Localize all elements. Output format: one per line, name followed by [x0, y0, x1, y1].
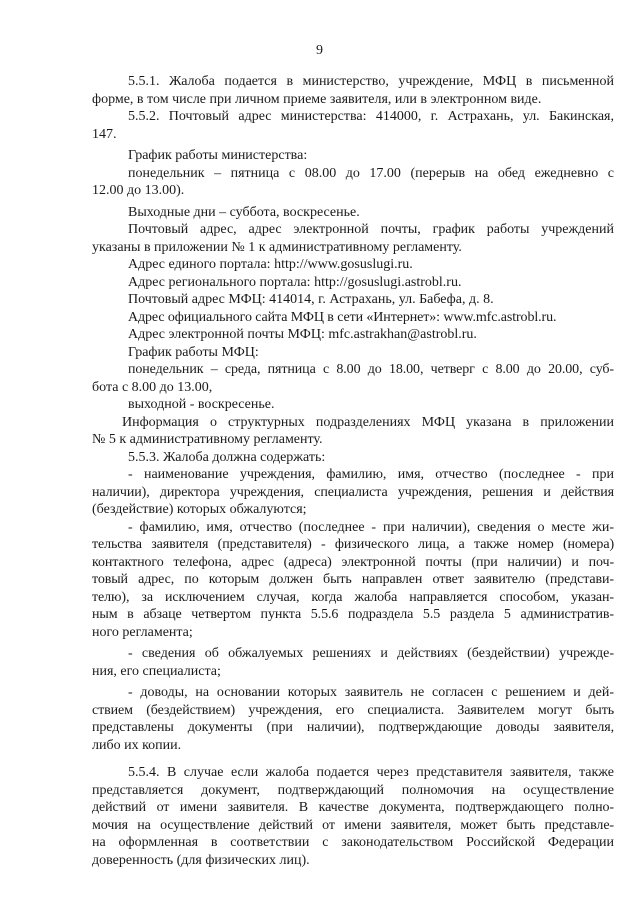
text-line: форме, в том числе при личном приеме заявителя, или в электронном виде.	[92, 91, 542, 107]
text-line: Адрес единого портала: http://www.gosuslugi.ru.	[128, 257, 413, 272]
text-line: Выходные дни – суббота, воскресенье.	[128, 204, 360, 220]
text-line: 5.5.2. Почтовый адрес министерства: 414000, г. Астрахань, ул. Бакинская,	[128, 109, 614, 124]
text-line: ного регламента;	[92, 624, 193, 640]
text-line: Адрес официального сайта МФЦ в сети «Интернет»: www.mfc.astrobl.ru.	[128, 309, 557, 325]
text-line: представлены документы (при наличии), подтверждающие доводы заявителя,	[92, 720, 614, 735]
text-line: График работы министерства:	[128, 148, 308, 163]
text-line: № 5 к административному регламенту.	[92, 432, 323, 447]
text-line: выходной - воскресенье.	[128, 397, 275, 412]
text-line: представляется документ, подтверждающий полномочия на осуществление	[92, 782, 614, 798]
text-line: понедельник – пятница с 08.00 до 17.00 (перерыв на обед ежедневно с	[128, 165, 614, 181]
text-line: контактного телефона, адрес (адреса) электронной почты (при наличии) и поч-	[92, 554, 614, 570]
text-line: Адрес регионального портала: http://gosuslugi.astrobl.ru.	[128, 274, 462, 290]
text-line: мочия на осуществление действий от имени заявителя, может быть представле-	[92, 817, 614, 833]
text-line: Адрес электронной почты МФЦ: mfc.astrakhan@astrobl.ru.	[128, 327, 477, 342]
text-line: ния, его специалиста;	[92, 663, 221, 679]
text-line: ствием (бездействием) учреждения, его специалиста. Заявителем могут быть	[92, 702, 614, 718]
text-line: - доводы, на основании которых заявитель не согласен с решением и дей-	[128, 685, 614, 700]
text-line: на оформленная в соответствии с законодательством Российской Федерации	[92, 835, 614, 850]
text-line: Почтовый адрес, адрес электронной почты, график работы учреждений	[128, 222, 614, 237]
text-line: товый адрес, по которым должен быть направлен ответ заявителю (представи-	[92, 572, 614, 587]
text-line: 12.00 до 13.00).	[92, 183, 185, 198]
text-line: 5.5.4. В случае если жалоба подается через представителя заявителя, также	[128, 765, 614, 780]
text-line: 5.5.1. Жалоба подается в министерство, учреждение, МФЦ в письменной	[128, 74, 614, 89]
text-line: 5.5.3. Жалоба должна содержать:	[128, 449, 326, 465]
text-line: наличии), директора учреждения, специалиста учреждения, решения и действия	[92, 484, 614, 500]
page-number: 9	[316, 43, 323, 58]
text-line: либо их копии.	[92, 737, 182, 753]
text-line: тельства заявителя (представителя) - физического лица, а также номер (номера)	[92, 537, 614, 552]
text-line: телю), за исключением случая, когда жалоба направляется способом, указан-	[92, 589, 614, 605]
text-line: Почтовый адрес МФЦ: 414014, г. Астрахань, ул. Бабефа, д. 8.	[128, 292, 494, 307]
text-line: доверенность (для физических лиц).	[92, 852, 310, 868]
document-body	[92, 73, 614, 869]
text-line: (бездействие) которых обжалуются;	[92, 502, 307, 517]
text-line: - фамилию, имя, отчество (последнее - при наличии), сведения о месте жи-	[128, 519, 614, 535]
text-line: ным в абзаце четвертом пункта 5.5.6 подраздела 5.5 раздела 5 административ-	[92, 607, 614, 622]
text-line: понедельник – среда, пятница с 8.00 до 18.00, четверг с 8.00 до 20.00, суб-	[128, 362, 614, 377]
text-line: - сведения об обжалуемых решениях и действиях (бездействии) учрежде-	[128, 646, 614, 661]
text-line: 147.	[92, 126, 117, 142]
text-line: указаны в приложении № 1 к административному регламенту.	[92, 239, 462, 255]
text-line: График работы МФЦ:	[128, 344, 259, 360]
text-line: - наименование учреждения, фамилию, имя, отчество (последнее - при	[128, 467, 614, 482]
text-line: действий от имени заявителя. В качестве документа, подтверждающего полно-	[92, 800, 614, 815]
text-line: Информация о структурных подразделениях МФЦ указана в приложении	[122, 414, 614, 430]
text-line: бота с 8.00 до 13.00,	[92, 379, 213, 395]
